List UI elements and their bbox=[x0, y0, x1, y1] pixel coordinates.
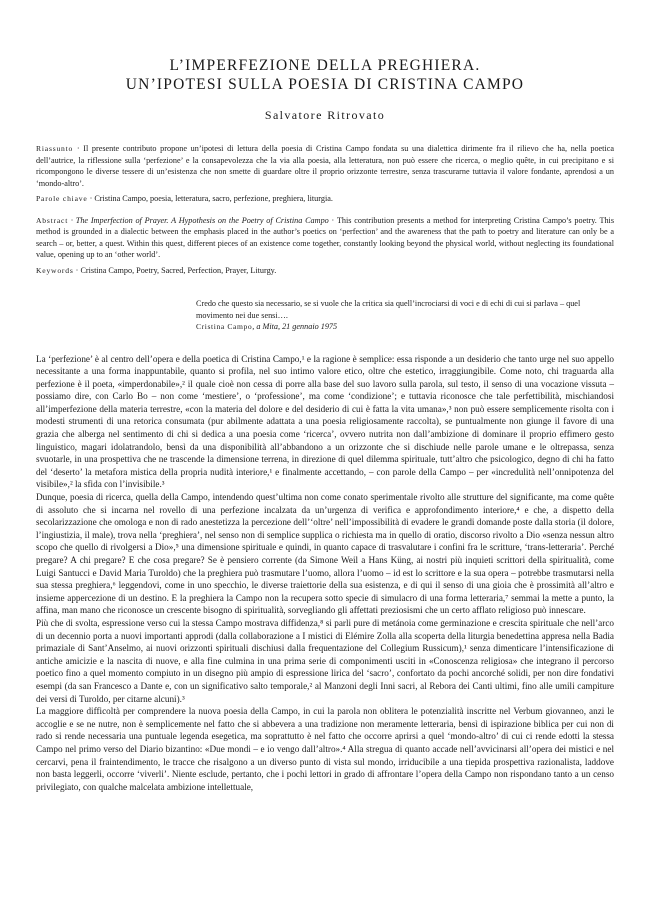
keywords-paragraph bbox=[36, 265, 614, 277]
title-line-2: UN’IPOTESI SULLA POESIA DI CRISTINA CAMPO bbox=[125, 76, 525, 93]
epigraph-cite-rest: , a Mita, 21 gennaio 1975 bbox=[252, 322, 338, 331]
body-paragraph-1: La ‘perfezione’ è al centro dell’opera e della poetica di Cristina Campo,¹ e la ragione è semplice: essa risponde a un desiderio che tanto urge nel suo appello necessitante a una forma inappuntabile, quanto si profila, nel suo intimo valore etico, oltre che estetico, irraggiungibile. Come noto, chi traguarda alla perfezione è il poeta, «imperdonabile»,² il quale cioè non cessa di porre alla base del suo lavoro sulla parola, sul testo, il senso di una vocazione vissuta – possiamo dire, con Carlo Bo – non come ‘mestiere’, o ‘professione’, ma come ‘condizione’; e tuttavia riconosce che tale perfettibilità, mischiandosi all’imperfezione della materia terrestre, «con la materia del dolore e del desiderio di cui è fatta la vita umana»,³ non può essere semplicemente risolta con i modesti strumenti di una retorica consumata (pur abilmente adattata a una poesia religiosamente raccolta), se puntualmente non giunge il favore di una grazia che alberga nel sentimento di chi si dedica a una poesia come ‘ricerca’, ovvero nutrita non dall’ambizione di dominare il proprio effimero gesto linguistico, magari idolatrandolo, bensì da una disponibilità all’abbandono a un orizzonte che si dischiude nelle parole umane e le oltrepassa, senza svuotarle, in una prospettiva che ne trascende la dimensione terrena, in direzione di quel dilemma spirituale, tutt’altro che psicologico, degno di chi ha fatto del ‘deserto’ la metafora mistica della propria nudità interiore,¹ e finalmente accettando, – con parole della Campo – per «incredulità nell’onnipotenza del visibile»,² la sfida con l’invisibile.³ bbox=[36, 353, 614, 490]
body-paragraph-2: Dunque, poesia di ricerca, quella della Campo, intendendo quest’ultima non come conato sperimentale rivolto alle strutture del significante, ma come quête di assoluto che si incarna nel rovello di una perfezione incalzata da un’urgenza di verifica e approfondimento interiore,⁴ e che, a dispetto della secolarizzazione che omologa e non di rado anestetizza la percezione dell’‘oltre’ nell’impossibilità di evadere le grandi domande poste dalla storia (il dolore, l’ingiustizia, il male), trova nella ‘preghiera’, nel senso non di semplice supplica o richiesta ma in quello di oratio, discorso rivolto a Dio «senza nessun altro scopo che quello di rivolgersi a Dio»,⁵ una dimensione spirituale e quindi, in quanto capace di trasvalutare i confini fra le scritture, ‘trans-letteraria’. Perché pregare? A chi pregare? E che cosa pregare? Se è pensiero corrente (da Simone Weil a Hans Küng, ai nostri più inquieti scrittori della spiritualità, come Luigi Santucci e David Maria Turoldo) che la preghiera può trasmutare l’uomo, allora l’uomo – id est lo scrittore e la sua opera – potrebbe trasmutarsi nella sua stessa preghiera,⁶ leggendovi, come in uno specchio, le diverse traiettorie della sua esistenza, e di qui il senso di una gioia che è prossimità all’altro e insieme appercezione di un destino. E la preghiera la Campo non la recupera sotto specie di simulacro di una forma letteraria,⁷ semmai la mette a punto, la affina, man mano che riconosce un crescente bisogno di spiritualità, sorvegliando gli affettati preziosismi che un certo afflato religioso può innescare. bbox=[36, 492, 614, 616]
riassunto-paragraph bbox=[36, 143, 614, 189]
epigraph-citation bbox=[196, 321, 614, 333]
riassunto-label: Riassunto bbox=[36, 144, 74, 153]
body-paragraph-3: Più che di svolta, espressione verso cui la stessa Campo mostrava diffidenza,⁸ si parli pure di metánoia come germinazione e crescita spirituale che nell’arco di un decennio porta a nuovi importanti approdi (dalla collaborazione a I mistici di Elémire Zolla alla scoperta della liturgia benedettina appresa nella Badia primaziale di Sant’Anselmo, ai nuovi orizzonti spirituali dischiusi dalla frequentazione del Collegium Russicum),¹ senza dimenticare l’intensificazione di antiche amicizie e la nascita di nuove, e alla fine culmina in una prima serie di componimenti usciti in «Conoscenza religiosa» che integrano il percorso poetico fino a quel momento compiuto in un disegno più ampio di espressione lirica del ‘sacro’, confortato da pochi ancorché solidi, per non dire fondativi esempi (da san Francesco a Dante e, con un significativo salto temporale,² al Manzoni degli Inni sacri, al Rebora dei Canti ultimi, fino alle umili campiture dei versi di Turoldo, per citarne alcuni).³ bbox=[36, 617, 614, 704]
abstract-text: · This contribution presents a method for interpreting Cristina Campo’s poetry. This method is grounded in a dialectic between the emphasis placed in the author’s poetics on ‘perfection’ and the awareness that the path to poetry and literature can only be a search – or, better, a quest. Within this quest, different pieces of an existence come together, constantly looking beyond the physical world, without neglecting its foundational value, opening up to an ‘other world’. bbox=[36, 215, 615, 259]
body-paragraph-4: La maggiore difficoltà per comprendere la nuova poesia della Campo, in cui la parola non oblitera le potenzialità inscritte nel Verbum giovanneo, anzi le accoglie e se ne nutre, non è semplicemente nel fatto che si abbevera a una tradizione non meramente letteraria, bensì di ispirazione biblica per cui non di rado si rende necessaria una puntuale legenda esegetica, ma soprattutto è nel fatto che occorre aprirsi a quel ‘mondo-altro’ di cui ci rende edotti la stessa Campo nel primo verso del Diario bizantino: «Due mondi – e io vengo dall’altro».⁴ Alla stregua di quanto accade nell’avvicinarsi all’opera dei mistici e nel cercarvi, pena il fraintendimento, le tracce che risalgono a un diverso punto di vista sul mondo, irriducibile a una tiepida prospettiva razionalista, laddove non basta leggerli, occorre ‘viverli’. Niente esclude, pertanto, che i pochi lettori in grado di affrontare l’opera della Campo non rispondano tanto a un censo privilegiato, con qualche malcelata ambizione intellettuale, bbox=[36, 706, 614, 792]
title-line-1: L’IMPERFEZIONE DELLA PREGHIERA. bbox=[169, 57, 481, 74]
abstract-block bbox=[36, 143, 614, 276]
article-title bbox=[36, 56, 614, 94]
epigraph bbox=[196, 298, 614, 333]
parole-chiave-paragraph bbox=[36, 193, 614, 205]
author-name: Salvatore Ritrovato bbox=[264, 108, 386, 122]
keywords-text: · Cristina Campo, Poetry, Sacred, Perfection, Prayer, Liturgy. bbox=[73, 265, 277, 275]
riassunto-text: · Il presente contributo propone un’ipotesi di lettura della poesia di Cristina Campo fondata su una dialettica dirimente fra il rilievo che ha, nella poetica dell’autrice, la riflessione sulla ‘perfezione’ e la consapevolezza che la via alla poesia, alla letteratura, non può essere che ricerca, o meglio quête, in cui precipitano e si ricompongono le diverse tessere di un’esistenza che non smette di guardare oltre il proprio orizzonte terrestre, senza trascurarne tuttavia il valore fondante, aprendosi a un ‘mondo-altro’. bbox=[36, 144, 614, 188]
abstract-paragraph bbox=[36, 215, 614, 261]
epigraph-text: Credo che questo sia necessario, se si vuole che la critica sia quell’incrociarsi di voci e di echi di cui si parlava – quel movimento nei due sensi…. bbox=[196, 299, 581, 320]
parole-chiave-text: · Cristina Campo, poesia, letteratura, sacro, perfezione, preghiera, liturgia. bbox=[87, 194, 333, 203]
parole-chiave-label: Parole chiave bbox=[36, 194, 88, 203]
keywords-label: Keywords bbox=[36, 265, 74, 275]
abstract-label: Abstract bbox=[36, 215, 69, 225]
body-text bbox=[36, 353, 614, 794]
epigraph-cite-author: Cristina Campo bbox=[196, 322, 253, 331]
abstract-title-italic: · The Imperfection of Prayer. A Hypothesis on the Poetry of Cristina Campo bbox=[68, 215, 329, 225]
